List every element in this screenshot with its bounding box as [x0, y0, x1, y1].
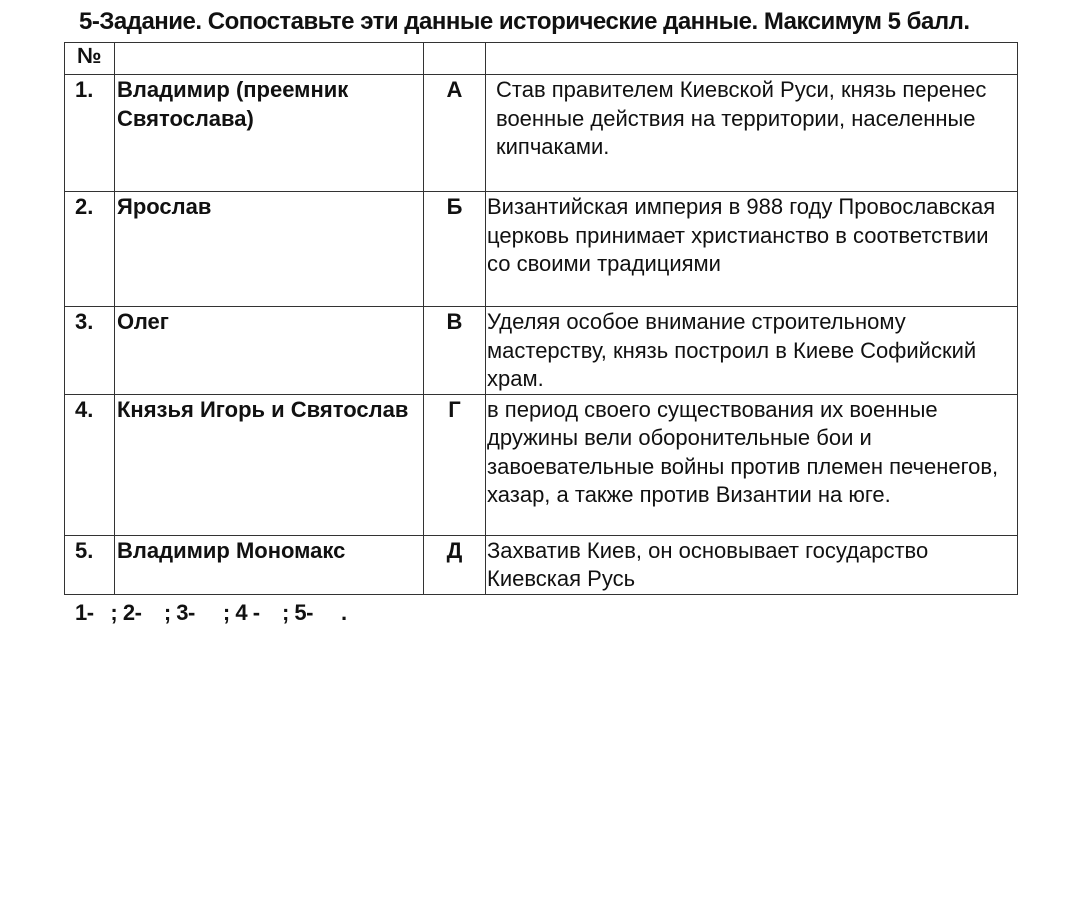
table-row: [65, 75, 1018, 192]
row-number: 2.: [65, 192, 115, 307]
table-row: [65, 394, 1018, 535]
event-description: Уделяя особое внимание строительному мастерству, князь построил в Киеве Софийский храм.: [486, 307, 1018, 395]
row-number: 1.: [65, 75, 115, 192]
answer-letter: В: [424, 307, 486, 395]
event-description: Став правителем Киевской Руси, князь перенес военные действия на территории, населенные кипчаками.: [486, 75, 1018, 192]
event-description: Византийская империя в 988 году Провославская церковь принимает христианство в соответствии со своими традициями: [486, 192, 1018, 307]
header-letter-cell: [424, 43, 486, 75]
table-row: [65, 192, 1018, 307]
answer-letter: Б: [424, 192, 486, 307]
answer-letter: Г: [424, 394, 486, 535]
event-description: в период своего существования их военные дружины вели оборонительные бои и завоевательные войны против племен печенегов, хазар, а также против Византии на юге.: [486, 394, 1018, 535]
ruler-name: Князья Игорь и Святослав: [115, 394, 424, 535]
header-num-cell: [65, 43, 115, 75]
header-num: №: [77, 43, 102, 68]
table-row: [65, 535, 1018, 594]
row-number: 3.: [65, 307, 115, 395]
header-name-cell: [115, 43, 424, 75]
answer-line: 1- ; 2- ; 3- ; 4 - ; 5- .: [75, 600, 347, 625]
header-desc-cell: [486, 43, 1018, 75]
answer-letter: А: [424, 75, 486, 192]
matching-table: [64, 42, 1018, 595]
table-header-row: [65, 43, 1018, 75]
task-title: 5-Задание. Сопоставьте эти данные исторические данные. Максимум 5 балл.: [79, 8, 970, 35]
answer-letter: Д: [424, 535, 486, 594]
row-number: 4.: [65, 394, 115, 535]
ruler-name: Владимир Мономакс: [115, 535, 424, 594]
ruler-name: Олег: [115, 307, 424, 395]
ruler-name: Владимир (преемник Святослава): [115, 75, 424, 192]
table-row: [65, 307, 1018, 395]
row-number: 5.: [65, 535, 115, 594]
ruler-name: Ярослав: [115, 192, 424, 307]
event-description: Захватив Киев, он основывает государство Киевская Русь: [486, 535, 1018, 594]
